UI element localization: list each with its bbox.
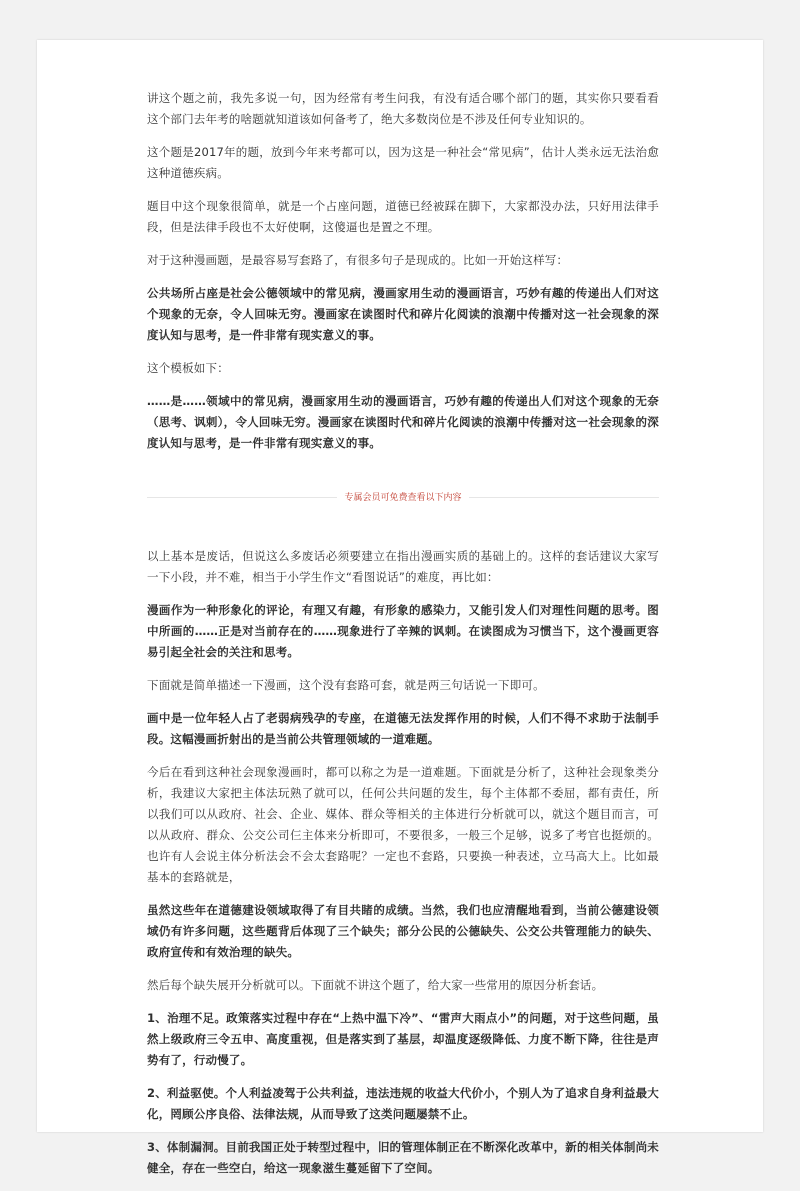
- highlight-paragraph: 2、利益驱使。个人利益凌驾于公共利益，违法违规的收益大代价小，个别人为了追求自身利益最大化，罔顾公序良俗、法律法规，从而导致了这类问题屡禁不止。: [147, 1086, 659, 1121]
- paragraph: 以上基本是废话，但说这么多废话必须要建立在指出漫画实质的基础上的。这样的套话建议大家写一下小段，并不难，相当于小学生作文“看图说话”的难度，再比如：: [147, 549, 659, 584]
- paragraph: 这个模板如下：: [147, 361, 229, 375]
- paragraph: 讲这个题之前，我先多说一句，因为经常有考生问我，有没有适合哪个部门的题，其实你只要看看这个部门去年考的啥题就知道该如何备考了，绝大多数岗位是不涉及任何专业知识的。: [147, 91, 659, 126]
- article-section-member: [147, 546, 659, 1179]
- paragraph: 这个题是2017年的题，放到今年来考都可以，因为这是一种社会“常见病”，估计人类永远无法治愈这种道德疾病。: [147, 145, 659, 180]
- highlight-paragraph: 公共场所占座是社会公德领域中的常见病，漫画家用生动的漫画语言，巧妙有趣的传递出人们对这个现象的无奈，令人回味无穷。漫画家在读图时代和碎片化阅读的浪潮中传播对这一社会现象的深度认知与思考，是一件非常有现实意义的事。: [147, 286, 659, 342]
- highlight-paragraph: 1、治理不足。政策落实过程中存在“上热中温下冷”、“雷声大雨点小”的问题，对于这些问题，虽然上级政府三令五申、高度重视，但是落实到了基层，却温度逐级降低、力度不断下降，往往是声势有了，行动慢了。: [147, 1011, 659, 1067]
- highlight-paragraph: 3、体制漏洞。目前我国正处于转型过程中，旧的管理体制正在不断深化改革中，新的相关体制尚未健全，存在一些空白，给这一现象滋生蔓延留下了空间。: [147, 1140, 659, 1175]
- member-only-label[interactable]: 专属会员可免费查看以下内容: [344, 493, 462, 503]
- paragraph: 对于这种漫画题，是最容易写套路了，有很多句子是现成的。比如一开始这样写：: [147, 253, 569, 267]
- paragraph: 然后每个缺失展开分析就可以。下面就不讲这个题了，给大家一些常用的原因分析套话。: [147, 978, 604, 992]
- highlight-paragraph: ……是……领域中的常见病，漫画家用生动的漫画语言，巧妙有趣的传递出人们对这个现象的无奈（思考、讽刺），令人回味无穷。漫画家在读图时代和碎片化阅读的浪潮中传播对这一社会现象的深度认知与思考，是一件非常有现实意义的事。: [147, 394, 659, 450]
- member-divider: [147, 488, 659, 508]
- paragraph: 今后在看到这种社会现象漫画时，都可以称之为是一道难题。下面就是分析了，这种社会现象类分析，我建议大家把主体法玩熟了就可以，任何公共问题的发生，每个主体都不委屈，都有责任，所以我们可以从政府、社会、企业、媒体、群众等相关的主体进行分析就可以，就这个题目而言，可以从政府、群众、公交公司仨主体来分析即可，不要很多，一般三个足够，说多了考官也挺烦的。也许有人会说主体分析法会不会太套路呢？一定也不套路，只要换一种表述，立马高大上。比如最基本的套路就是，: [147, 765, 659, 884]
- highlight-paragraph: 画中是一位年轻人占了老弱病残孕的专座，在道德无法发挥作用的时候，人们不得不求助于法制手段。这幅漫画折射出的是当前公共管理领域的一道难题。: [147, 711, 659, 746]
- paragraph: 题目中这个现象很简单，就是一个占座问题，道德已经被踩在脚下，大家都没办法，只好用法律手段，但是法律手段也不太好使啊，这傻逼也是置之不理。: [147, 199, 659, 234]
- article-content: [147, 88, 659, 1191]
- highlight-paragraph: 漫画作为一种形象化的评论，有理又有趣，有形象的感染力，又能引发人们对理性问题的思考。图中所画的……正是对当前存在的……现象进行了辛辣的讽刺。在读图成为习惯当下，这个漫画更容易引起全社会的关注和思考。: [147, 603, 659, 659]
- divider-line-right: [469, 497, 659, 498]
- highlight-paragraph: 虽然这些年在道德建设领域取得了有目共睹的成绩。当然，我们也应清醒地看到，当前公德建设领域仍有许多问题，这些题背后体现了三个缺失；部分公民的公德缺失、公交公共管理能力的缺失、政府宣传和有效治理的缺失。: [147, 903, 659, 959]
- article-section-free: [147, 88, 659, 454]
- paragraph: 下面就是简单描述一下漫画，这个没有套路可套，就是两三句话说一下即可。: [147, 678, 545, 692]
- document-page: [37, 40, 763, 1175]
